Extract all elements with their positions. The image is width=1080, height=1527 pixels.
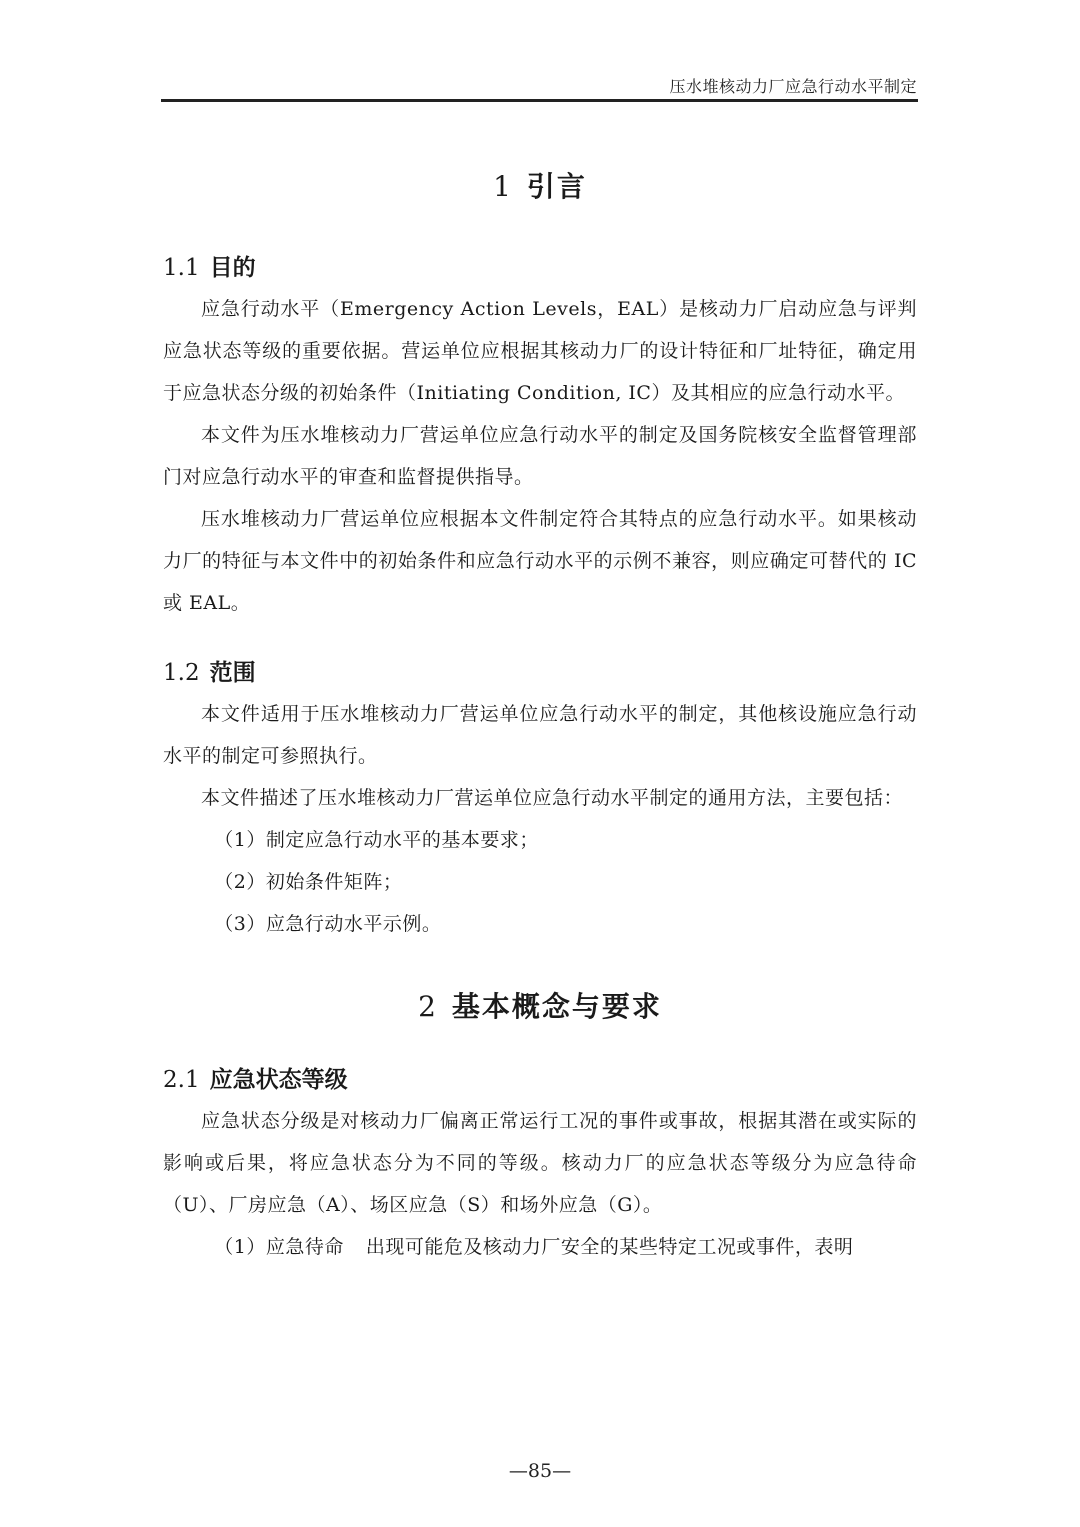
list-item [163, 1226, 917, 1268]
paragraph: 本文件适用于压水堆核动力厂营运单位应急行动水平的制定，其他核设施应急行动水平的制定可参照执行。 [163, 703, 917, 767]
paragraph: 应急状态分级是对核动力厂偏离正常运行工况的事件或事故，根据其潜在或实际的影响或后果，将应急状态分为不同的等级。核动力厂的应急状态等级分为应急待命（U）、厂房应急（A）、场区应急（S）和场外应急（G）。 [163, 1110, 917, 1216]
paragraph: 应急行动水平（Emergency Action Levels，EAL）是核动力厂启动应急与评判应急状态等级的重要依据。营运单位应根据其核动力厂的设计特征和厂址特征，确定用于应急状态分级的初始条件（Initiating Condition, IC）及其相应的应急行动水平。 [163, 298, 917, 404]
term-label: （1）应急待命 [214, 1236, 344, 1258]
section-2-1-heading [163, 1061, 917, 1094]
section-1-1-heading [163, 249, 917, 282]
section-number: 1.2 [163, 660, 200, 686]
section-title: 目的 [209, 255, 256, 281]
paragraph: 本文件描述了压水堆核动力厂营运单位应急行动水平制定的通用方法，主要包括： [201, 787, 904, 809]
section-2-1-body [163, 1100, 917, 1268]
chapter-number: 1 [493, 170, 513, 203]
chapter-1-heading [163, 165, 917, 205]
list-item: （3）应急行动水平示例。 [214, 913, 442, 935]
section-title: 范围 [209, 660, 256, 686]
section-number: 2.1 [163, 1067, 200, 1093]
section-number: 1.1 [163, 255, 200, 281]
page-content [163, 165, 917, 1268]
paragraph: 本文件为压水堆核动力厂营运单位应急行动水平的制定及国务院核安全监督管理部门对应急行动水平的审查和监督提供指导。 [163, 424, 917, 488]
page-number: —85— [508, 1460, 572, 1482]
header-rule [161, 99, 918, 102]
section-title: 应急状态等级 [209, 1067, 348, 1093]
term-text: 出现可能危及核动力厂安全的某些特定工况或事件，表明 [365, 1236, 854, 1258]
paragraph: 压水堆核动力厂营运单位应根据本文件制定符合其特点的应急行动水平。如果核动力厂的特征与本文件中的初始条件和应急行动水平的示例不兼容，则应确定可替代的 IC 或 EAL。 [163, 508, 917, 614]
section-1-2-body [163, 693, 917, 945]
list-item: （1）制定应急行动水平的基本要求； [214, 829, 539, 851]
list-item: （2）初始条件矩阵； [214, 871, 403, 893]
chapter-2-heading [163, 985, 917, 1025]
section-1-2-heading [163, 654, 917, 687]
chapter-number: 2 [418, 990, 438, 1023]
section-1-1-body [163, 288, 917, 624]
chapter-title: 基本概念与要求 [451, 990, 662, 1023]
chapter-title: 引言 [526, 170, 587, 203]
running-header: 压水堆核动力厂应急行动水平制定 [669, 77, 917, 96]
